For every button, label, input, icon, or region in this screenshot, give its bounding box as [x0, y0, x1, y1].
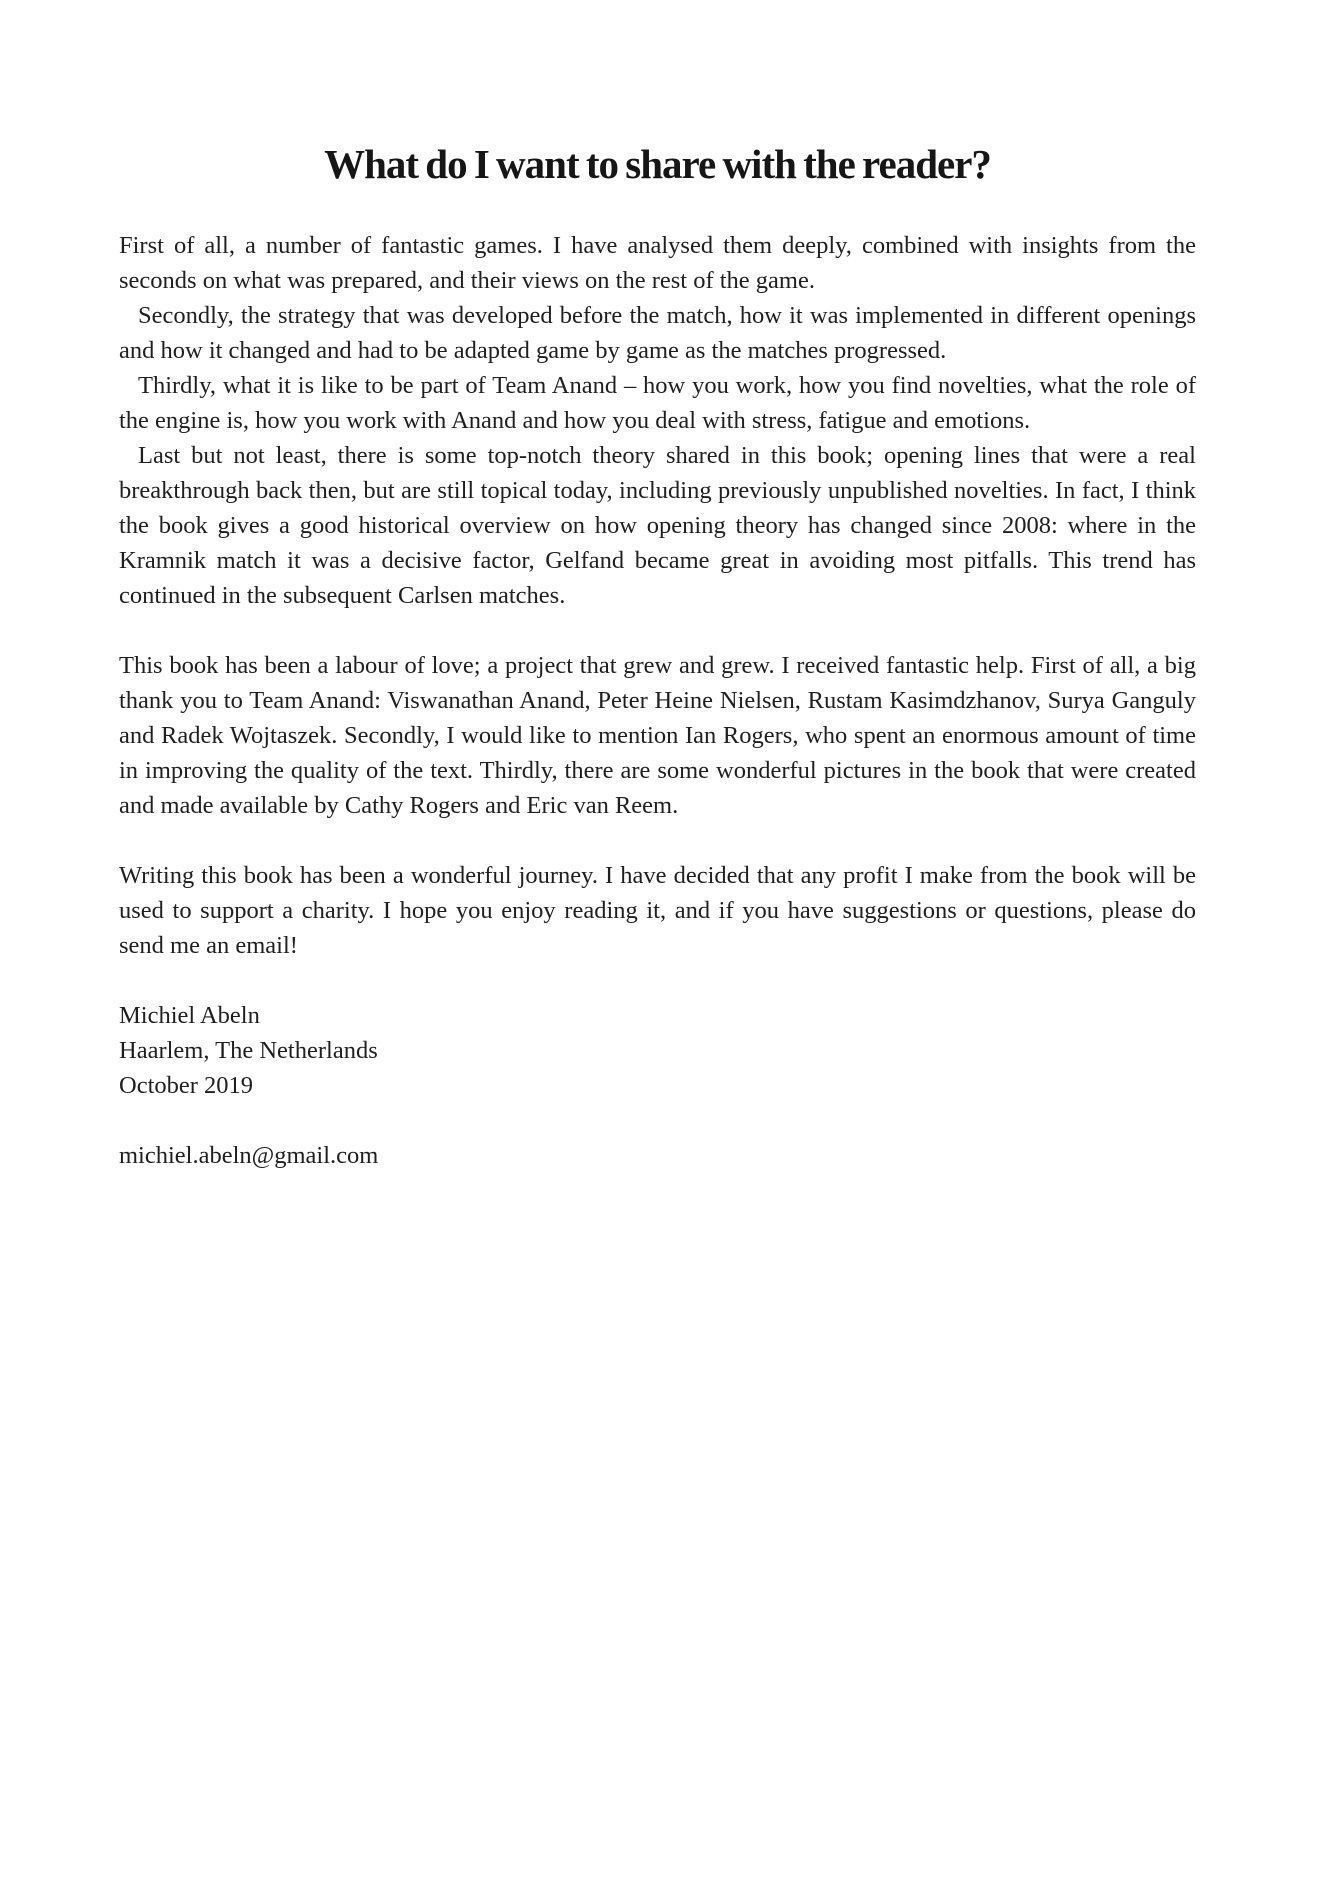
signature-block	[119, 998, 1196, 1173]
body-paragraph: Last but not least, there is some top-notch theory shared in this book; opening lines that were a real breakthrough back then, but are still topical today, including previously unpublished novelties. In fact, I think the book gives a good historical overview on how opening theory has changed since 2008: where in the Kramnik match it was a decisive factor, Gelfand became great in avoiding most pitfalls. This trend has continued in the subsequent Carlsen matches.	[119, 442, 1196, 609]
page-title: What do I want to share with the reader?	[324, 141, 991, 187]
body-paragraph: This book has been a labour of love; a project that grew and grew. I received fantastic help. First of all, a big thank you to Team Anand: Viswanathan Anand, Peter Heine Nielsen, Rustam Kasimdzhanov, Surya Ganguly and Radek Wojtaszek. Secondly, I would like to mention Ian Rogers, who spent an enormous amount of time in improving the quality of the text. Thirdly, there are some wonderful pictures in the book that were created and made available by Cathy Rogers and Eric van Reem.	[119, 652, 1196, 819]
author-location: Haarlem, The Netherlands	[119, 1037, 378, 1064]
body-paragraph: Secondly, the strategy that was developed before the match, how it was implemented in different openings and how it changed and had to be adapted game by game as the matches progressed.	[119, 302, 1196, 364]
body-paragraph: Writing this book has been a wonderful journey. I have decided that any profit I make from the book will be used to support a charity. I hope you enjoy reading it, and if you have suggestions or questions, please do send me an email!	[119, 862, 1196, 959]
body-text	[119, 228, 1196, 963]
body-paragraph: Thirdly, what it is like to be part of Team Anand – how you work, how you find novelties, what the role of the engine is, how you work with Anand and how you deal with stress, fatigue and emotions.	[119, 372, 1196, 434]
signature-date: October 2019	[119, 1072, 254, 1099]
email-text: michiel.abeln@gmail.com	[119, 1142, 379, 1169]
body-paragraph: First of all, a number of fantastic games. I have analysed them deeply, combined with insights from the seconds on what was prepared, and their views on the rest of the game.	[119, 232, 1196, 294]
author-name: Michiel Abeln	[119, 1002, 260, 1029]
